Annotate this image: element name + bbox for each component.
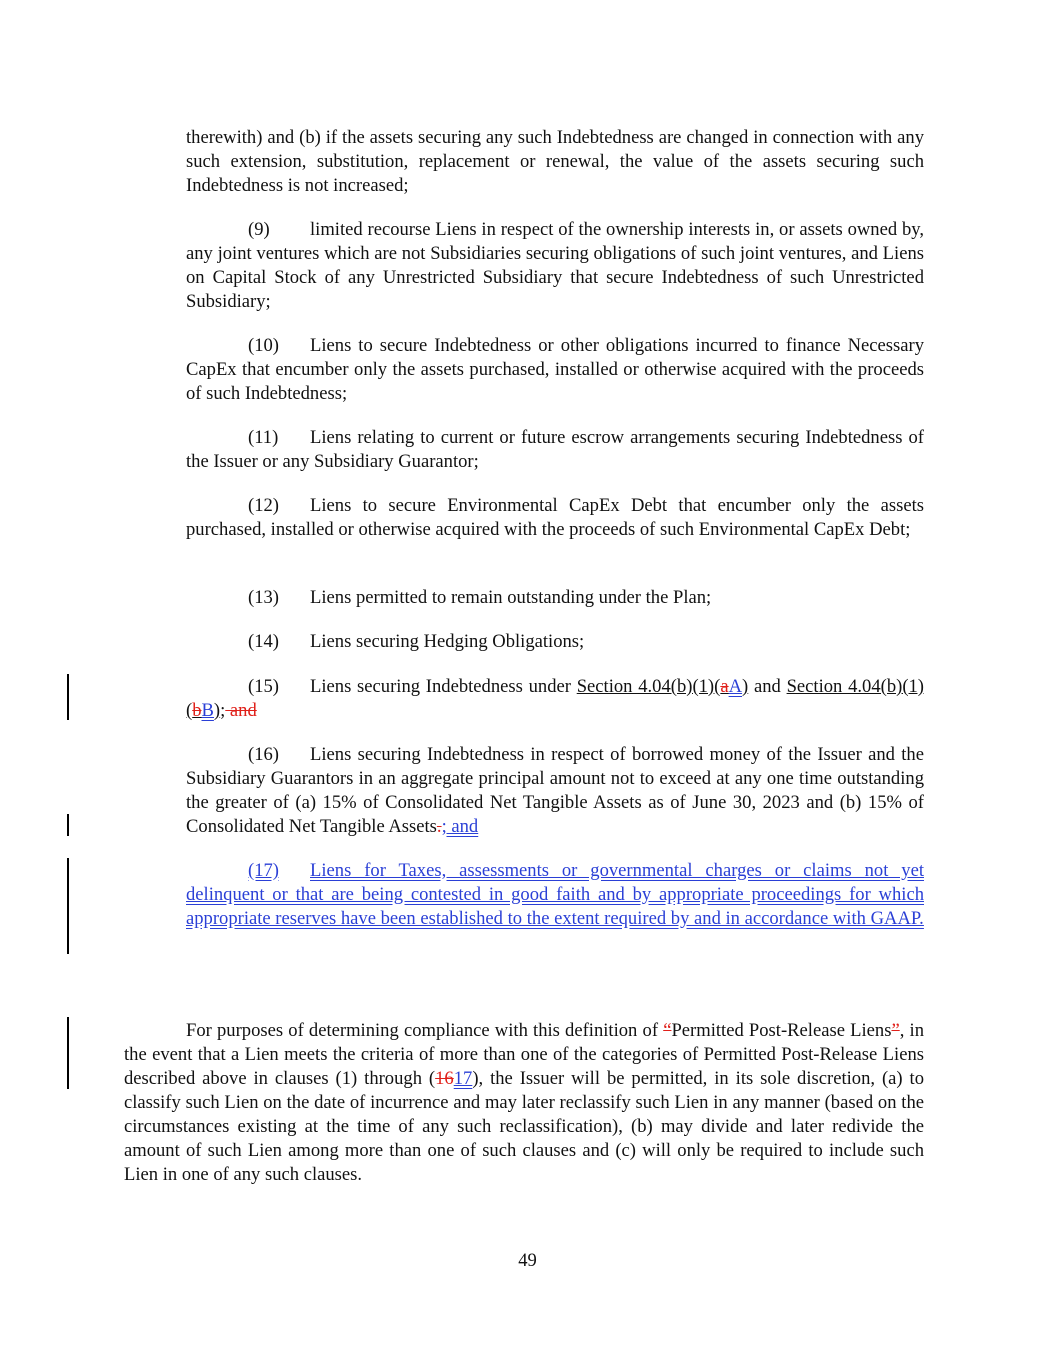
inserted-text: A (728, 676, 743, 697)
change-bar (67, 674, 69, 720)
clause-9 (186, 218, 924, 314)
reference-text: Section 4.04(b)(1)( (576, 676, 721, 697)
change-bar (67, 814, 69, 836)
clause-number: (9) (248, 219, 270, 240)
paragraph-text: ), the Issuer will be permitted, in its sole discretion, (a) to classify such Lien on the date of incurrence and may later reclassify such Lien in any manner (based on the circumstances existing at the time of any such reclassification), (b) may divide and later redivide the amount of such Lien among more than one of such clauses and (c) will only be required to include such Lien in one of any such clauses. (124, 1068, 924, 1185)
clause-14 (186, 630, 924, 654)
clause-text: Liens to secure Environmental CapEx Debt that encumber only the assets purchased, installed or otherwise acquired with the proceeds of such Environmental CapEx Debt; (186, 495, 924, 540)
paragraph-continuation: therewith) and (b) if the assets securing any such Indebtedness are changed in connection with any such extension, substitution, replacement or renewal, the value of the assets securing such Indebtedness is not increased; (186, 127, 924, 196)
deleted-text: and (225, 700, 257, 721)
deleted-text: 16 (435, 1068, 454, 1089)
clause-text: Liens securing Hedging Obligations; (310, 631, 585, 652)
page-number: 49 (518, 1250, 537, 1271)
deleted-text: ” (891, 1020, 900, 1041)
paragraph-text: , in the event that a Lien meets the criteria of more than one of the categories of Permitted Post-Release Liens described above in clauses (1) through ( (124, 1020, 924, 1089)
clause-text: Liens relating to current or future escrow arrangements securing Indebtedness of the Issuer or any Subsidiary Guarantor; (186, 427, 924, 472)
clause-number: (15) (248, 676, 279, 697)
reference-text: ) (213, 700, 221, 721)
inserted-text: 17 (453, 1068, 473, 1089)
clause-13 (186, 586, 924, 610)
clause-number: (13) (248, 587, 279, 608)
inserted-text: Liens for Taxes, assessments or governmental charges or claims not yet delinquent or that are being contested in good faith and by appropriate proceedings for which appropriate reserves have been established to the extent required by and in accordance with GAAP. (186, 860, 924, 929)
clause-text: Liens securing Indebtedness under (310, 676, 577, 697)
paragraph-text: For purposes of determining compliance with this definition of (186, 1020, 664, 1041)
clause-12 (186, 494, 924, 542)
inserted-text: B (201, 700, 214, 721)
deleted-text: a (720, 676, 729, 697)
clause-text: ; (220, 700, 226, 721)
clause-number: (14) (248, 631, 279, 652)
deleted-text: . (436, 816, 442, 837)
clause-number: (10) (248, 335, 279, 356)
inserted-text: ; and (441, 816, 479, 837)
section-reference (577, 676, 749, 697)
clause-text: limited recourse Liens in respect of the ownership interests in, or assets owned by, any joint ventures which are not Subsidiaries securing obligations of such joint ventures, and Liens on Capital Stock of any Unrestricted Subsidiary that secure Indebtedness of such Unrestricted Subsidiary; (186, 219, 924, 312)
final-paragraph (124, 1019, 924, 1187)
clause-15 (186, 675, 924, 723)
clause-number: (11) (248, 427, 279, 448)
deleted-text: “ (663, 1020, 672, 1041)
clause-text: and (748, 676, 787, 697)
clause-text: Liens to secure Indebtedness or other obligations incurred to finance Necessary CapEx that encumber only the assets purchased, installed or otherwise acquired with the proceeds of such Indebtedness; (186, 335, 924, 404)
change-bar (67, 1017, 69, 1089)
clause-text: Liens permitted to remain outstanding under the Plan; (310, 587, 712, 608)
clause-number: (16) (248, 744, 279, 765)
paragraph-text: Permitted Post-Release Liens (671, 1020, 892, 1041)
change-bar (67, 858, 69, 954)
clause-number: (12) (248, 495, 279, 516)
clause-17 (186, 859, 924, 931)
clause-number: (17) (248, 860, 279, 881)
reference-text: Section 4.04(b)(1)( (186, 676, 924, 721)
clause-text: Liens securing Indebtedness in respect of borrowed money of the Issuer and the Subsidiary Guarantors in an aggregate principal amount not to exceed at any one time outstanding the greater of (a) 15% of Consolidated Net Tangible Assets as of June 30, 2023 and (b) 15% of Consolidated Net Tangible Assets (186, 744, 924, 837)
clause-11 (186, 426, 924, 474)
clause-10 (186, 334, 924, 406)
reference-text: ) (742, 676, 749, 697)
clause-16 (186, 743, 924, 839)
deleted-text: b (192, 700, 202, 721)
